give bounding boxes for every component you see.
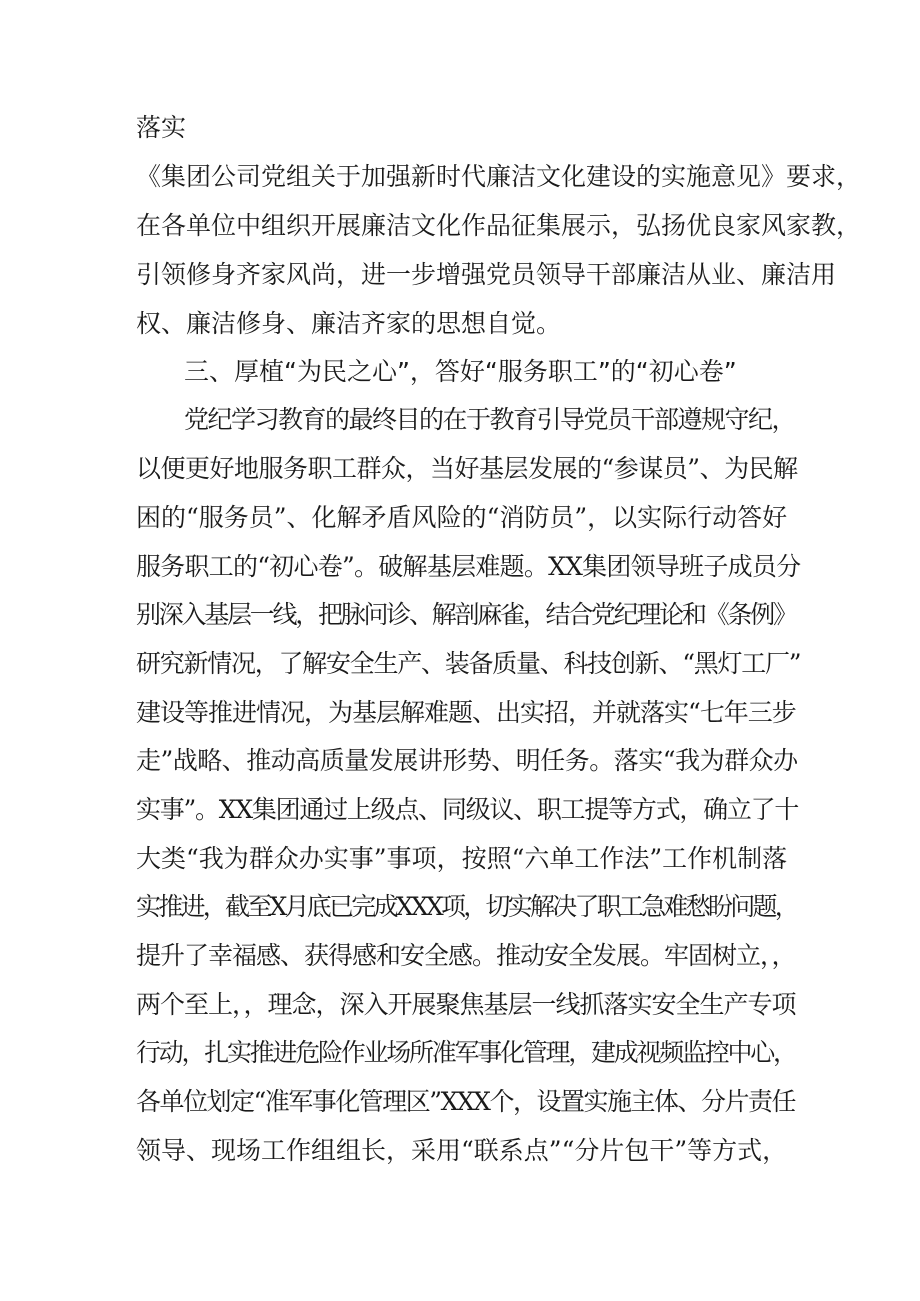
paragraph-2-line-10: 大类“我为群众办实事”事项，按照“六单工作法”工作机制落 — [136, 844, 788, 873]
paragraph-2-line-14: 行动，扎实推进危险作业场所准军事化管理，建成视频监控中心， — [136, 1038, 796, 1067]
paragraph-2-line-13: 两个至上，，理念，深入开展聚焦基层一线抓落实安全生产专项 — [136, 990, 796, 1019]
paragraph-2-line-1: 党纪学习教育的最终目的在于教育引导党员干部遵规守纪， — [184, 405, 796, 434]
paragraph-1-line-1: 落实 — [136, 113, 187, 142]
paragraph-1-line-4 — [136, 260, 837, 289]
paragraph-1-line-3 — [136, 211, 862, 240]
paragraph-2-line-6: 研究新情况，了解安全生产、装备质量、科技创新、“黑灯工厂” — [136, 649, 801, 678]
paragraph-2-line-5: 别深入基层一线，把脉问诊、解剖麻雀，结合党纪理论和《条例》 — [136, 600, 796, 629]
paragraph-2-line-2: 以便更好地服务职工群众，当好基层发展的“参谋员”、为民解 — [136, 454, 798, 483]
paragraph-1-line-2 — [136, 162, 862, 191]
paragraph-2-line-9: 实事”。XX集团通过上级点、同级议、职工提等方式，确立了十 — [136, 795, 799, 824]
section-heading: 三、厚植“为民之心”，答好“服务职工”的“初心卷” — [184, 357, 737, 386]
paragraph-2-line-15: 各单位划定“准军事化管理区”XXX个，设置实施主体、分片责任 — [136, 1087, 795, 1116]
paragraph-2-line-12: 提升了幸福感、获得感和安全感。推动安全发展。牢固树立，， — [136, 941, 796, 970]
paragraph-1-line-2-text: 《集团公司党组关于加强新时代廉洁文化建设的实施意见》要求， — [136, 162, 862, 191]
paragraph-2-line-8: 走”战略、推动高质量发展讲形势、明任务。落实“我为群众办 — [136, 746, 798, 775]
paragraph-2-line-16: 领导、现场工作组组长，采用“联系点”“分片包干”等方式， — [136, 1136, 788, 1165]
paragraph-2-line-3: 困的“服务员”、化解矛盾风险的“消防员”，以实际行动答好 — [136, 503, 788, 532]
paragraph-2-line-7: 建设等推进情况，为基层解难题、出实招，并就落实“七年三步 — [136, 698, 796, 727]
paragraph-1-line-3-text: 在各单位中组织开展廉洁文化作品征集展示，弘扬优良家风家教， — [136, 211, 862, 240]
paragraph-2-line-11: 实推进，截至X月底已完成XXX项，切实解决了职工急难愁盼问题， — [136, 892, 797, 921]
paragraph-1-line-4-text: 引领修身齐家风尚，进一步增强党员领导干部廉洁从业、廉洁用 — [136, 260, 837, 289]
paragraph-1-line-5: 权、廉洁修身、廉洁齐家的思想自觉。 — [136, 309, 562, 338]
paragraph-2-line-4: 服务职工的“初心卷”。破解基层难题。XX集团领导班子成员分 — [136, 552, 801, 581]
